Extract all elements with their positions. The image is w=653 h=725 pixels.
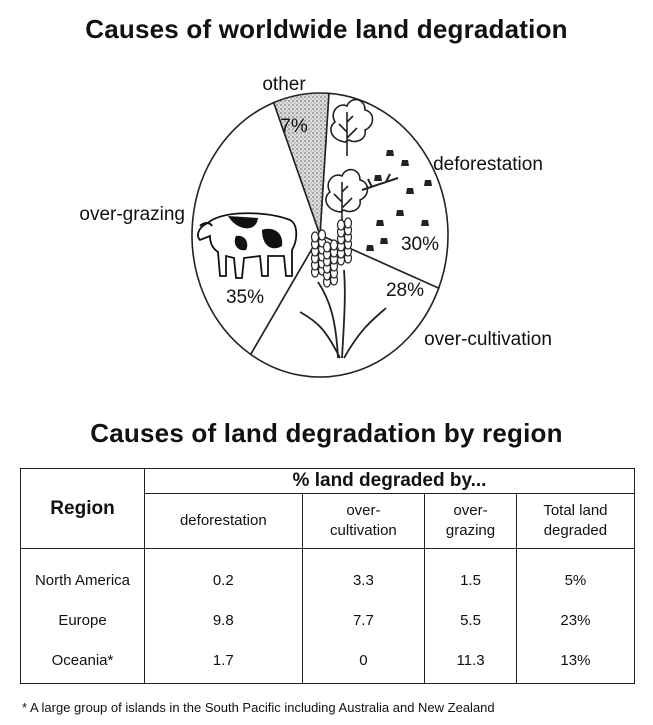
slice-value-label: 35% <box>225 287 265 308</box>
region-header: Region <box>21 469 145 549</box>
table-cell: 1.7 <box>145 640 303 684</box>
slice-value-label: 28% <box>385 280 425 301</box>
table-cell: 3.3 <box>302 549 424 601</box>
row-label: Oceania* <box>21 640 145 684</box>
stump-icon <box>374 175 382 181</box>
table-row <box>21 600 635 640</box>
table-title: Causes of land degradation by region <box>90 418 563 448</box>
row-label: North America <box>21 549 145 601</box>
table-cell: 13% <box>516 640 634 684</box>
stump-icon <box>406 188 414 194</box>
group-header: % land degraded by... <box>145 469 635 494</box>
pie-chart-title: Causes of worldwide land degradation <box>85 14 568 44</box>
column-header-total: Total land degraded <box>516 494 634 549</box>
row-label: Europe <box>21 600 145 640</box>
column-header-deforestation: deforestation <box>145 494 303 549</box>
degradation-table <box>20 468 635 684</box>
table-cell: 5.5 <box>425 600 517 640</box>
stump-icon <box>380 238 388 244</box>
stump-icon <box>424 180 432 186</box>
table-row <box>21 549 635 601</box>
table-cell: 0 <box>302 640 424 684</box>
stump-icon <box>396 210 404 216</box>
slice-value-label: 30% <box>400 234 440 255</box>
stump-icon <box>376 220 384 226</box>
table-cell: 7.7 <box>302 600 424 640</box>
stump-icon <box>421 220 429 226</box>
slice-name-label: over-grazing <box>79 204 185 225</box>
slice-name-label: other <box>262 74 306 95</box>
slice-value-label: 7% <box>280 116 308 137</box>
stump-icon <box>366 245 374 251</box>
pie-chart <box>0 60 653 400</box>
column-header-over-cultivation: over- cultivation <box>302 494 424 549</box>
table-cell: 1.5 <box>425 549 517 601</box>
slice-name-label: over-cultivation <box>424 329 552 350</box>
table-cell: 0.2 <box>145 549 303 601</box>
table-cell: 9.8 <box>145 600 303 640</box>
column-header-over-grazing: over- grazing <box>425 494 517 549</box>
stump-icon <box>386 150 394 156</box>
table-cell: 11.3 <box>425 640 517 684</box>
slice-name-label: deforestation <box>433 154 543 175</box>
stump-icon <box>401 160 409 166</box>
table-cell: 5% <box>516 549 634 601</box>
footnote: * A large group of islands in the South Pacific including Australia and New Zealand <box>22 700 495 715</box>
table-cell: 23% <box>516 600 634 640</box>
table-row <box>21 640 635 684</box>
